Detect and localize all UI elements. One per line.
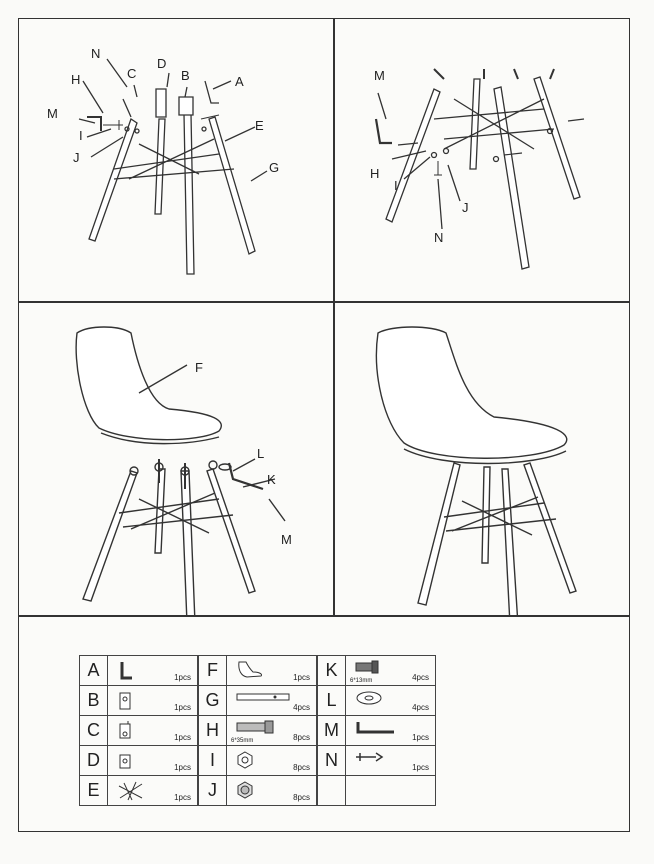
part-letter: C	[80, 716, 108, 746]
washer-icon	[354, 690, 384, 711]
part-cell	[108, 656, 198, 686]
part-letter: M	[318, 716, 346, 746]
part-quantity: 1pcs	[174, 733, 191, 742]
part-cell	[346, 746, 436, 776]
parts-row	[80, 656, 436, 686]
label-f: F	[195, 360, 203, 375]
part-quantity: 8pcs	[293, 763, 310, 772]
part-quantity: 1pcs	[174, 763, 191, 772]
part-letter: A	[80, 656, 108, 686]
parts-row	[80, 716, 436, 746]
label-m: M	[374, 68, 385, 83]
label-i: I	[79, 128, 83, 143]
parts-row	[80, 686, 436, 716]
step-3-seat-mounting	[19, 303, 333, 615]
part-cell	[227, 686, 317, 716]
label-l: L	[257, 446, 265, 461]
parts-list-table	[79, 655, 436, 806]
part-quantity: 1pcs	[174, 673, 191, 682]
part-quantity: 1pcs	[412, 763, 429, 772]
part-cell	[346, 686, 436, 716]
label-g: G	[269, 160, 280, 175]
base-bolting-drawing	[334, 19, 631, 301]
part-cell	[227, 746, 317, 776]
part-cell	[227, 776, 317, 806]
part-letter: K	[318, 656, 346, 686]
wrench-icon	[354, 750, 384, 769]
mount-plate-b-icon	[116, 690, 136, 717]
label-e: E	[255, 118, 264, 133]
part-quantity: 1pcs	[174, 703, 191, 712]
part-size: 6*35mm	[231, 738, 254, 744]
label-h: H	[71, 72, 81, 87]
part-cell	[227, 716, 317, 746]
label-n: N	[91, 46, 101, 61]
part-cell	[227, 656, 317, 686]
part-cell	[108, 746, 198, 776]
hex-nut-icon	[235, 750, 255, 775]
wooden-leg-icon	[235, 690, 295, 708]
mount-plate-c-icon	[116, 720, 136, 747]
part-quantity: 1pcs	[174, 793, 191, 802]
label-i: I	[394, 178, 398, 193]
l-bracket-icon	[116, 660, 136, 687]
part-quantity: 8pcs	[293, 733, 310, 742]
part-letter: J	[199, 776, 227, 806]
label-c: C	[127, 66, 137, 81]
label-a: A	[235, 74, 244, 89]
part-cell	[108, 686, 198, 716]
part-letter: L	[318, 686, 346, 716]
part-cell	[108, 776, 198, 806]
label-b: B	[181, 68, 190, 83]
part-letter: G	[199, 686, 227, 716]
part-letter: F	[199, 656, 227, 686]
assembled-chair-drawing	[334, 303, 631, 615]
part-quantity: 1pcs	[412, 733, 429, 742]
part-quantity: 4pcs	[412, 673, 429, 682]
step-2-bolt-fastening	[334, 19, 631, 301]
part-cell	[108, 716, 198, 746]
label-m: M	[281, 532, 292, 547]
part-quantity: 1pcs	[293, 673, 310, 682]
part-letter: B	[80, 686, 108, 716]
part-quantity: 4pcs	[412, 703, 429, 712]
part-letter: N	[318, 746, 346, 776]
part-letter: D	[80, 746, 108, 776]
seat-shell-icon	[235, 660, 265, 685]
parts-row	[80, 776, 436, 806]
parts-row	[80, 746, 436, 776]
label-n: N	[434, 230, 444, 245]
step-4-finished-chair	[334, 303, 631, 615]
part-letter: E	[80, 776, 108, 806]
part-letter: I	[199, 746, 227, 776]
mount-plate-d-icon	[116, 750, 136, 777]
label-k: K	[267, 472, 276, 487]
allen-key-icon	[354, 720, 398, 741]
part-quantity: 8pcs	[293, 793, 310, 802]
part-size: 6*13mm	[350, 678, 373, 684]
panel-divider-horizontal-2	[19, 615, 629, 617]
label-j: J	[73, 150, 80, 165]
label-h: H	[370, 166, 380, 181]
part-cell	[346, 656, 436, 686]
label-m: M	[47, 106, 58, 121]
step-1-base-assembly	[19, 19, 333, 301]
part-cell	[346, 716, 436, 746]
part-letter: H	[199, 716, 227, 746]
part-cell	[346, 776, 436, 806]
part-quantity: 4pcs	[293, 703, 310, 712]
cross-brace-icon	[116, 780, 146, 807]
cap-nut-icon	[235, 780, 255, 805]
bolt-icon	[235, 720, 279, 739]
label-d: D	[157, 56, 167, 71]
label-j: J	[462, 200, 469, 215]
instruction-sheet	[18, 18, 630, 832]
part-letter	[318, 776, 346, 806]
seat-exploded-drawing	[19, 303, 333, 615]
screw-icon	[354, 660, 384, 679]
base-exploded-drawing	[19, 19, 333, 301]
